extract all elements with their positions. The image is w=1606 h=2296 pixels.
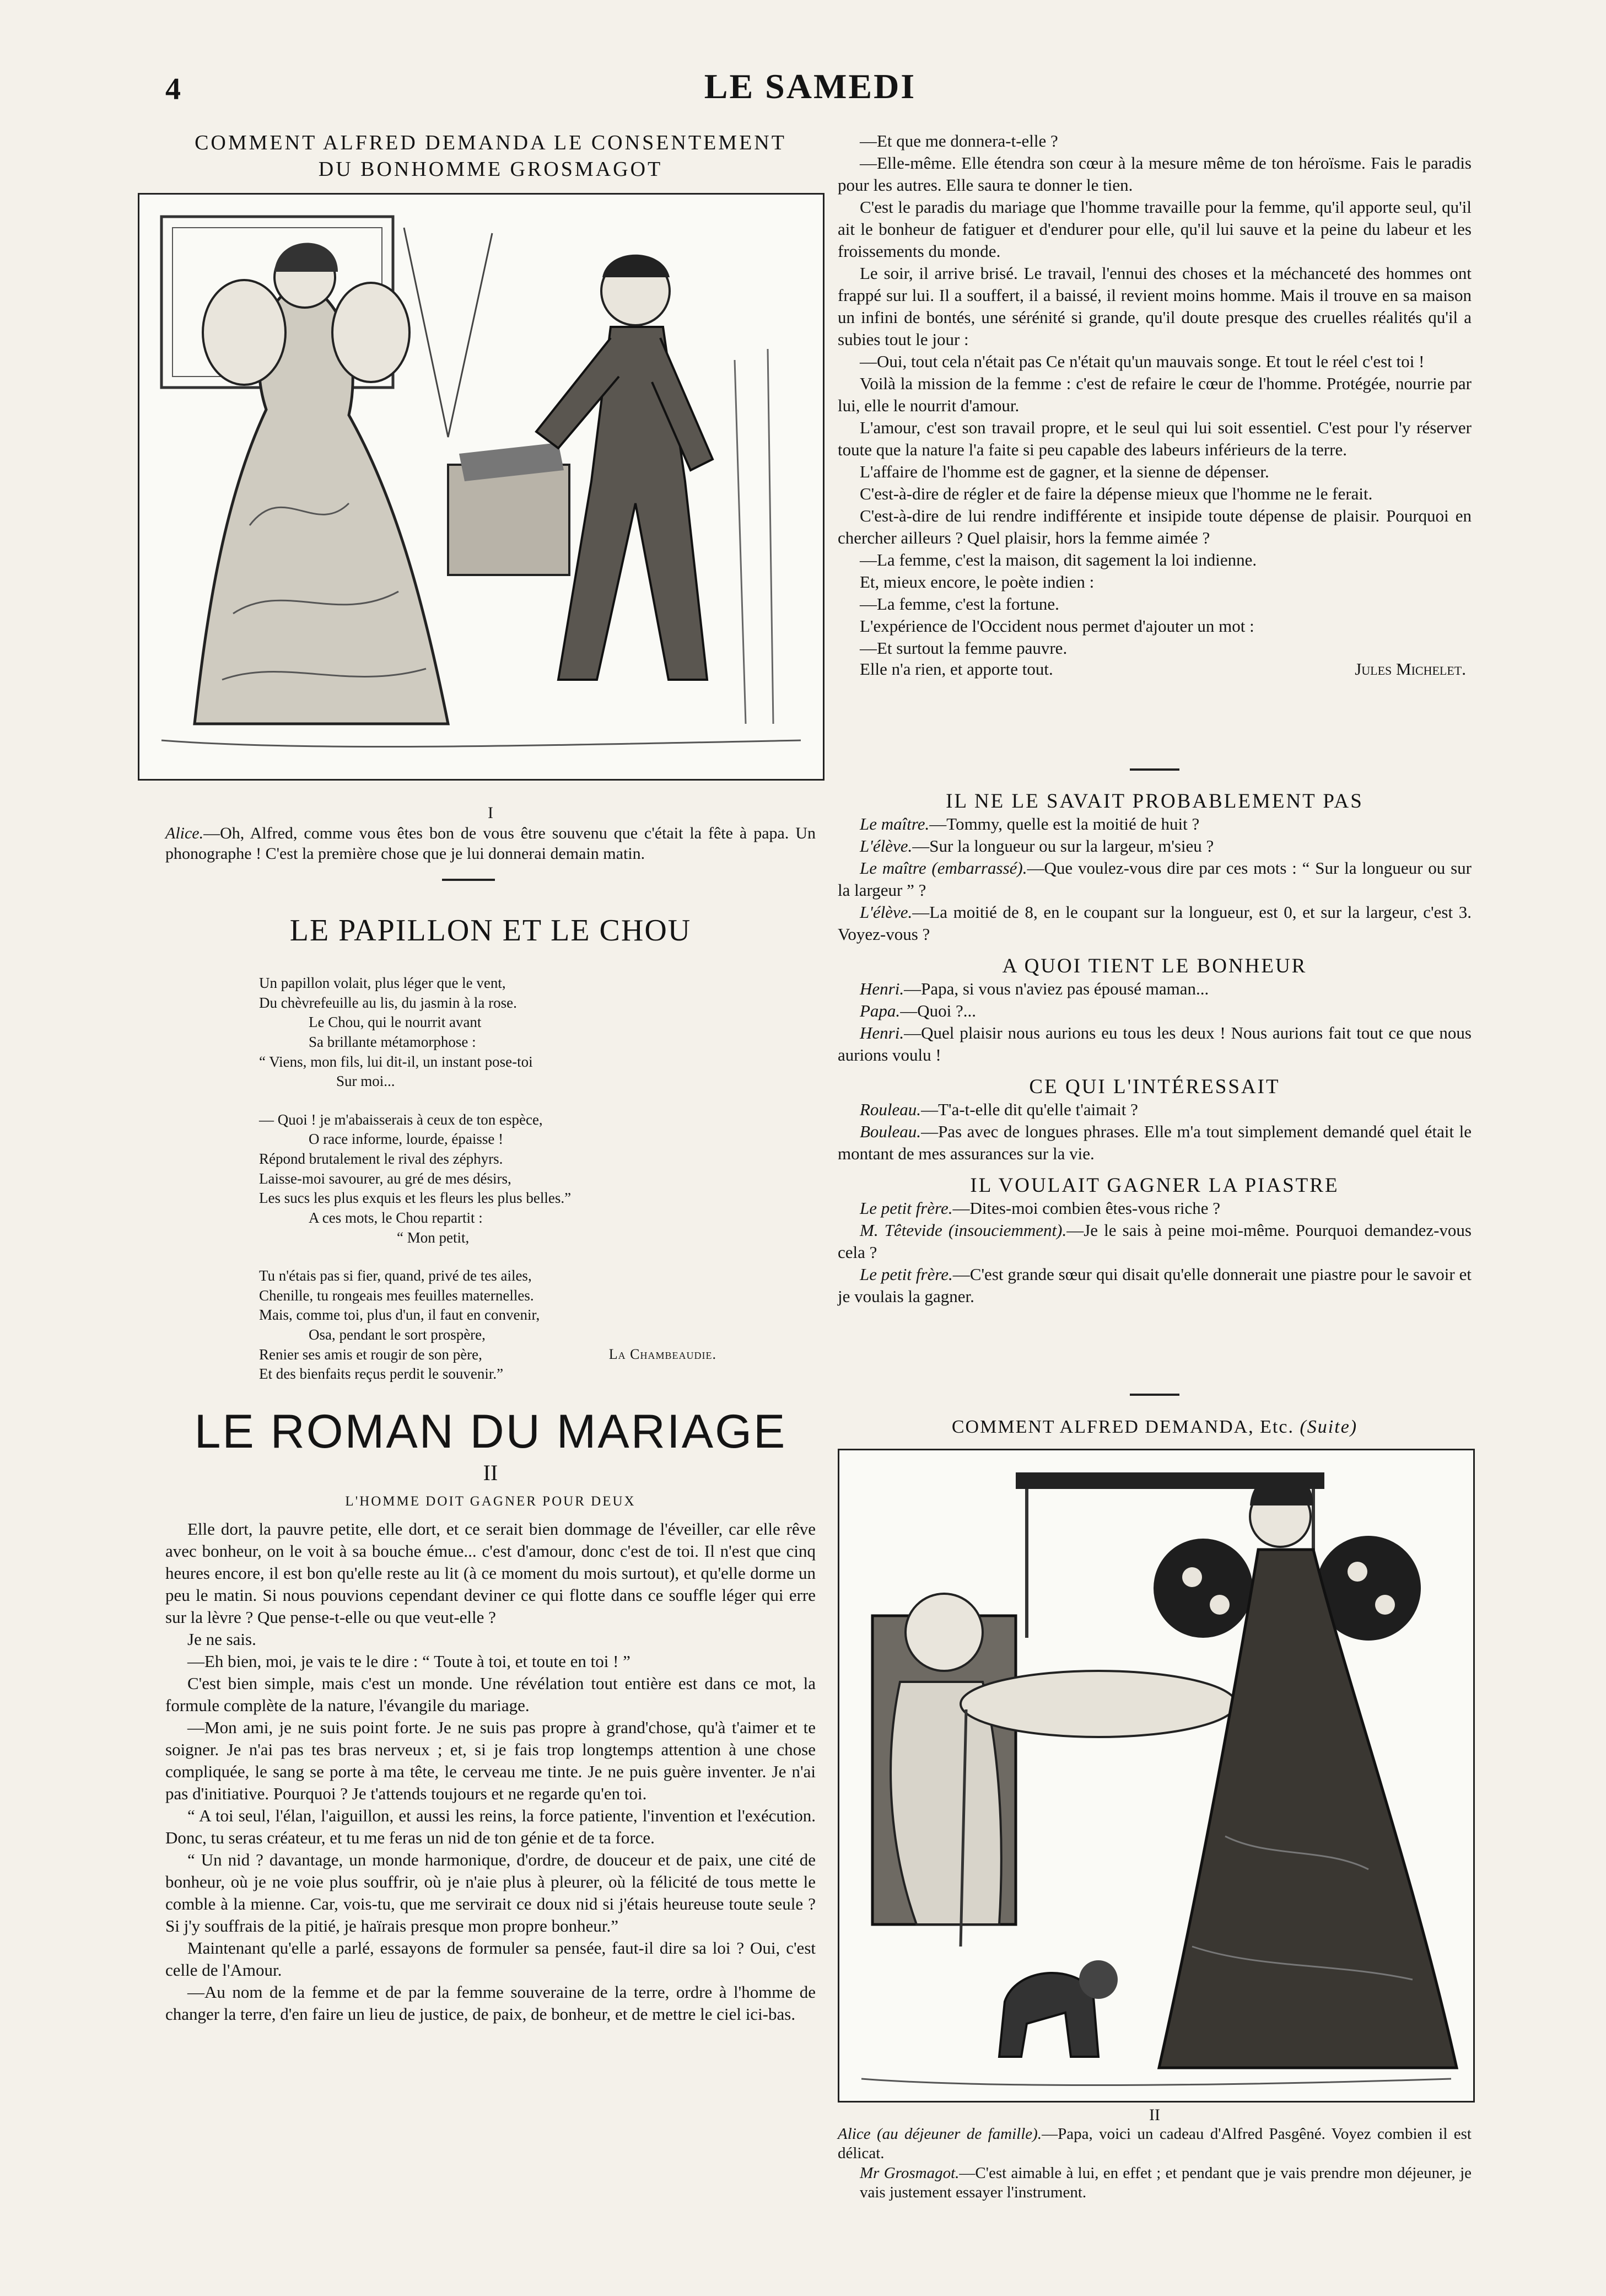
engraving-drawing	[139, 195, 823, 779]
dialogue-line: Le maître.—Tommy, quelle est la moitié de huit ?	[860, 814, 1200, 834]
paragraph: —Eh bien, moi, je vais te le dire : “ Toute à toi, et toute en toi ! ”	[187, 1651, 630, 1671]
paragraph: Elle dort, la pauvre petite, elle dort, et ce serait bien dommage de l'éveiller, car elle rêve avec bonheur, on le voit à sa bouche émue... c'est d'amour, donc c'est de toi. Il n'est que cinq heures encore, il est bon qu'elle reste au lit (à ce moment du mois surtout), et qu'elle dorme un peu le matin. Si nous pouvions cependant deviner ce qui flotte dans ce souffle léger qui erre sur la lèvre ? Que pense-t-elle ou que veut-elle ?	[165, 1519, 816, 1627]
paragraph: L'amour, c'est son travail propre, et le seul qui lui soit essentiel. C'est pour l'y réserver toute que la nature l'a faite si peu capable des labeurs inférieurs de la terre.	[838, 417, 1472, 459]
masthead: LE SAMEDI	[704, 67, 917, 106]
dialogue-line: Papa.—Quoi ?...	[860, 1001, 976, 1020]
paragraph: C'est le paradis du mariage que l'homme travaille pour la femme, qu'il apporte seul, qu'il ait le bonheur de fatiguer et d'endurer pour elle, qu'il lui sauve et la peine du labeur et les froissements du monde.	[838, 197, 1472, 261]
paragraph: —La femme, c'est la maison, dit sagement la loi indienne.	[860, 550, 1257, 569]
page-number: 4	[165, 72, 181, 106]
illustration-family-breakfast	[838, 1449, 1475, 2103]
michelet-text	[838, 130, 1472, 679]
divider	[442, 879, 495, 881]
illustration-alice-and-alfred	[138, 193, 824, 781]
paragraph: C'est-à-dire de lui rendre indifférente et insipide toute dépense de plaisir. Pourquoi en chercher ailleurs ? Quel plaisir, hors la femme aimée ?	[838, 506, 1472, 547]
paragraph: C'est bien simple, mais c'est un monde. Une révélation tout entière est dans ce mot, la formule complète de la nature, l'évangile du mariage.	[165, 1673, 816, 1715]
paragraph: Voilà la mission de la femme : c'est de refaire le cœur de l'homme. Protégée, nourrie par lui, elle le nourrit d'amour.	[838, 373, 1472, 415]
paragraph: Et, mieux encore, le poète indien :	[860, 572, 1095, 592]
joke-3-title: CE QUI L'INTÉRESSAIT	[1029, 1075, 1280, 1098]
paragraph: “ A toi seul, l'élan, l'aiguillon, et aussi les reins, la force patiente, l'invention et l'exécution. Donc, tu seras créateur, et tu me feras un nid de ton génie et de ta force.	[165, 1805, 816, 1847]
paragraph: “ Un nid ? davantage, un monde harmonique, d'ordre, de douceur et de paix, une cité de bonheur, où je ne voie plus souffrir, où je n'aie plus à pleurer, où la félicité de tous mette le comble à la mienne. Car, vois-tu, que me servirait ce doux nid si j'étais heureuse toute seule ? Si j'y souffrais de la pitié, je haïrais presque mon propre bonheur.”	[165, 1849, 816, 1935]
paragraph: Le soir, il arrive brisé. Le travail, l'ennui des choses et la méchanceté des hommes ont frappé sur lui. Il a souffert, il a baissé, il revient moins homme. Mais il trouve en sa maison un infini de bontés, une sérénité si grande, qu'il doute presque des cruelles réalités qu'il a subies tout le jour :	[838, 263, 1472, 349]
dialogue-line: Bouleau.—Pas avec de longues phrases. Elle m'a tout simplement demandé quel était le montant de mes assurances sur la vie.	[838, 1121, 1472, 1163]
roman-numeral: II	[483, 1460, 498, 1485]
joke-1-title: IL NE LE SAVAIT PROBABLEMENT PAS	[946, 790, 1364, 813]
paragraph: —La femme, c'est la fortune.	[860, 594, 1059, 614]
poem: Un papillon volait, plus léger que le vent, Du chèvrefeuille au lis, du jasmin à la rose. Le Chou, qui le nourrit avant Sa brillante métamorphose : “ Viens, mon fils, lui dit-il, un instant pose-toi Sur moi... — Quoi ! je m'abaisserais à ceux de ton espèce, O race informe, lourde, épaisse ! Répond brutalement le rival des zéphyrs. Laisse-moi savourer, au gré de mes désirs, Les sucs les plus exquis et les fleurs les plus belles.” A ces mots, le Chou repartit : “ Mon petit, Tu n'étais pas si fier, quand, privé de tes ailes, Chenille, tu rongeais mes feuilles maternelles. Mais, comme toi, plus d'un, il faut en convenir, Osa, pendant le sort prospère, Renier ses amis et rougir de son père, Et des bienfaits reçus perdit le souvenir.”	[259, 975, 572, 1383]
poem-signature: La Chambeaudie.	[608, 1346, 716, 1362]
paragraph: Maintenant qu'elle a parlé, essayons de formuler sa pensée, faut-il dire sa loi ? Oui, c'est celle de l'Amour.	[165, 1938, 816, 1980]
michelet-last-line: Elle n'a rien, et apporte tout. Jules Michelet.	[838, 659, 1472, 679]
dialogue-line: Rouleau.—T'a-t-elle dit qu'elle t'aimait ?	[860, 1099, 1138, 1119]
paragraph: —Oui, tout cela n'était pas Ce n'était qu'un mauvais songe. Et tout le réel c'est toi !	[860, 351, 1425, 371]
roman-subtitle: L'HOMME DOIT GAGNER POUR DEUX	[345, 1494, 636, 1509]
roman-title: LE ROMAN DU MARIAGE	[194, 1405, 787, 1458]
illustration-2-title: COMMENT ALFRED DEMANDA, Etc. (Suite)	[951, 1417, 1358, 1437]
paragraph: C'est-à-dire de régler et de faire la dépense mieux que l'homme ne le ferait.	[860, 483, 1373, 503]
dialogue-line: Henri.—Papa, si vous n'aviez pas épousé maman...	[860, 978, 1209, 998]
divider	[1130, 768, 1179, 771]
paragraph: —Elle-même. Elle étendra son cœur à la mesure même de ton héroïsme. Fais le paradis pour les autres. Elle saura te donner le tien.	[838, 153, 1472, 195]
roman-body	[165, 1518, 816, 2025]
illustration-1-title: COMMENT ALFRED DEMANDA LE CONSENTEMENT DU BONHOMME GROSMAGOT	[195, 131, 786, 181]
illustration-1-caption: Alice.—Oh, Alfred, comme vous êtes bon de vous être souvenu que c'était la fête à papa. Un phonographe ! C'est la première chose que je lui donnerai demain matin.	[165, 824, 816, 863]
poem-title: LE PAPILLON ET LE CHOU	[289, 913, 692, 948]
illustration-2-numeral: II	[1149, 2106, 1160, 2124]
paragraph: Je ne sais.	[187, 1629, 256, 1649]
engraving-drawing	[839, 1450, 1473, 2101]
illustration-1-numeral: I	[488, 804, 493, 822]
dialogue-line: Henri.—Quel plaisir nous aurions eu tous les deux ! Nous aurions fait tout ce que nous aurions voulu !	[838, 1023, 1472, 1064]
paragraph: —Au nom de la femme et de par la femme souveraine de la terre, ordre à l'homme de changer la terre, d'en faire un lieu de justice, de paix, de bonheur, et de mettre le ciel ici-bas.	[165, 1982, 816, 2024]
dialogue-line: L'élève.—La moitié de 8, en le coupant sur la longueur, est 0, et sur la largeur, c'est 3. Voyez-vous ?	[838, 902, 1472, 944]
dialogue-line: Le petit frère.—Dites-moi combien êtes-vous riche ?	[860, 1198, 1220, 1218]
dialogue-line: Le maître (embarrassé).—Que voulez-vous dire par ces mots : “ Sur la longueur ou sur la largeur ” ?	[838, 858, 1472, 900]
paragraph: L'expérience de l'Occident nous permet d'ajouter un mot :	[860, 616, 1254, 636]
michelet-signature: Jules Michelet.	[1355, 659, 1466, 679]
illustration-2-caption: Alice (au déjeuner de famille).—Papa, voici un cadeau d'Alfred Pasgêné. Voyez combien il est délicat. Mr Grosmagot.—C'est aimable à lui, en effet ; et pendant que je vais prendre mon déjeuner, je vais justement essayer l'instrument.	[838, 2125, 1472, 2202]
dialogue-line: L'élève.—Sur la longueur ou sur la largeur, m'sieu ?	[860, 836, 1214, 856]
page-header	[165, 66, 1455, 116]
anecdotes	[838, 789, 1472, 1308]
paragraph: —Et que me donnera-t-elle ?	[860, 131, 1058, 150]
dialogue-line: M. Têtevide (insouciemment).—Je le sais à peine moi-même. Pourquoi demandez-vous cela ?	[838, 1220, 1472, 1262]
paragraph: L'affaire de l'homme est de gagner, et la sienne de dépenser.	[860, 461, 1269, 481]
joke-2-title: A QUOI TIENT LE BONHEUR	[1002, 954, 1307, 977]
paragraph: —Mon ami, je ne suis point forte. Je ne suis pas propre à grand'chose, qu'à t'aimer et te soigner. Je n'ai pas tes bras nerveux ; et, si je fais trop longtemps attention à une chose compliquée, le sang se porte à ma tête, le cerveau me tinte. Je ne puis guère inventer. Je n'ai pas d'initiative. Pourquoi ? Je t'attends toujours et ne regarde qu'en toi.	[165, 1717, 816, 1803]
divider	[1130, 1394, 1179, 1396]
paragraph: —Et surtout la femme pauvre.	[860, 638, 1068, 658]
dialogue-line: Le petit frère.—C'est grande sœur qui disait qu'elle donnerait une piastre pour le savoir et je voulais la gagner.	[838, 1264, 1472, 1306]
joke-4-title: IL VOULAIT GAGNER LA PIASTRE	[970, 1174, 1339, 1197]
